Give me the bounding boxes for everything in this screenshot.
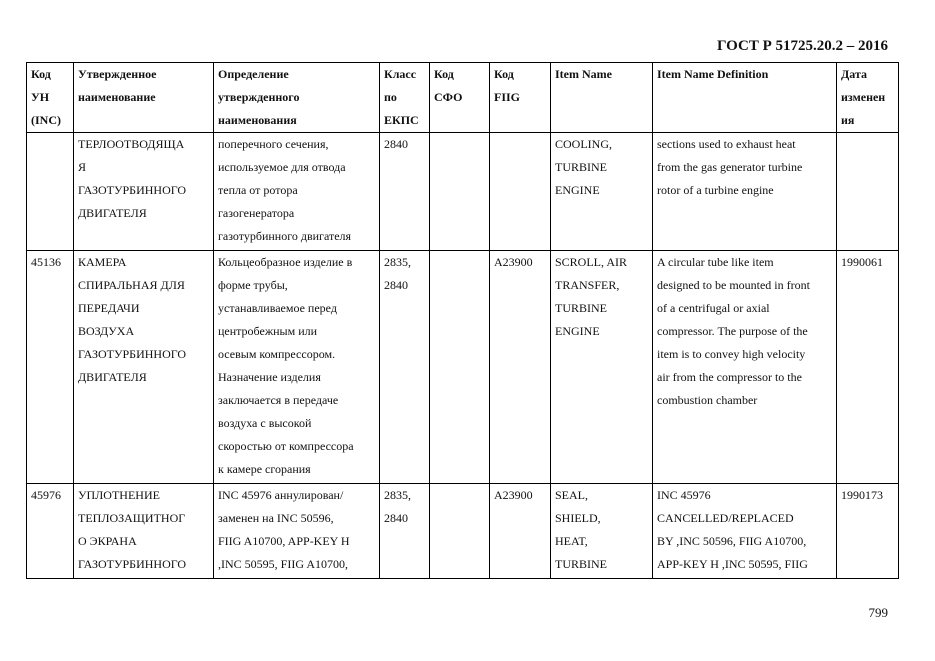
cell-text-line: sections used to exhaust heat (657, 137, 796, 151)
column-header-sfo-code (430, 63, 490, 133)
cell-inc-code (27, 484, 74, 579)
cell-inc-code (27, 133, 74, 251)
cell-text-line: COOLING, (555, 137, 612, 151)
cell-text-line: A circular tube like item (657, 255, 774, 269)
cell-text-line: CANCELLED/REPLACED (657, 511, 794, 525)
cell-text-line: A23900 (494, 488, 533, 502)
column-header-line: СФО (434, 90, 463, 104)
cell-text-line: FIIG A10700, APP-KEY H (218, 534, 350, 548)
cell-text-line: ГАЗОТУРБИННОГО (78, 347, 187, 361)
cell-text-line: from the gas generator turbine (657, 160, 803, 174)
cell-sfo-code (430, 484, 490, 579)
cell-text-line: КАМЕРА (78, 255, 127, 269)
document-header: ГОСТ Р 51725.20.2 – 2016 (716, 38, 888, 54)
cell-text-line: осевым компрессором. (218, 347, 336, 361)
cell-text-line: газогенератора (218, 206, 295, 220)
cell-text-line: compressor. The purpose of the (657, 324, 808, 338)
column-header-line: Определение (218, 67, 289, 81)
cell-item-name-definition (653, 251, 837, 484)
cell-name-definition (214, 251, 380, 484)
cell-text-line: 1990173 (841, 488, 883, 502)
cell-text-line: центробежным или (218, 324, 318, 338)
cell-text-line: поперечного сечения, (218, 137, 329, 151)
cell-text-line: 2835, (384, 488, 411, 502)
cell-text-line: УПЛОТНЕНИЕ (78, 488, 160, 502)
cell-item-name-definition (653, 133, 837, 251)
cell-text-line: скоростью от компрессора (218, 439, 354, 453)
cell-text-line: ТЕПЛОЗАЩИТНОГ (78, 511, 186, 525)
cell-text-line: of a centrifugal or axial (657, 301, 770, 315)
cell-text-line: ГАЗОТУРБИННОГО (78, 557, 187, 571)
cell-name-definition (214, 484, 380, 579)
cell-text-line: A23900 (494, 255, 533, 269)
cell-text-line: ВОЗДУХА (78, 324, 135, 338)
cell-approved-name (74, 484, 214, 579)
column-header-approved-name (74, 63, 214, 133)
cell-change-date (837, 133, 899, 251)
cell-text-line: ENGINE (555, 183, 600, 197)
cell-fiig-code (490, 251, 551, 484)
cell-text-line: ПЕРЕДАЧИ (78, 301, 140, 315)
cell-text-line: item is to convey high velocity (657, 347, 806, 361)
cell-fiig-code (490, 133, 551, 251)
cell-text-line: combustion chamber (657, 393, 758, 407)
cell-text-line: INC 45976 аннулирован/ (218, 488, 344, 502)
cell-text-line: ENGINE (555, 324, 600, 338)
cell-text-line: 2835, (384, 255, 411, 269)
table-row (27, 251, 899, 484)
cell-text-line: используемое для отвода (218, 160, 346, 174)
page-number: 799 (868, 605, 888, 620)
column-header-line: Код (31, 67, 51, 81)
cell-text-line: Я (78, 160, 87, 174)
column-header-line: утвержденного (218, 90, 300, 104)
cell-fiig-code (490, 484, 551, 579)
column-header-line: УН (31, 90, 50, 104)
cell-text-line: 2840 (384, 278, 408, 292)
cell-approved-name (74, 133, 214, 251)
column-header-line: наименование (78, 90, 156, 104)
cell-text-line: О ЭКРАНА (78, 534, 137, 548)
catalog-table (26, 62, 899, 579)
cell-sfo-code (430, 251, 490, 484)
cell-change-date (837, 484, 899, 579)
cell-name-definition (214, 133, 380, 251)
cell-text-line: Назначение изделия (218, 370, 321, 384)
cell-text-line: TRANSFER, (555, 278, 620, 292)
column-header-change-date (837, 63, 899, 133)
column-header-inc-code (27, 63, 74, 133)
column-header-line: (INC) (31, 113, 61, 127)
cell-text-line: rotor of a turbine engine (657, 183, 774, 197)
cell-text-line: 1990061 (841, 255, 883, 269)
cell-text-line: BY ,INC 50596, FIIG A10700, (657, 534, 807, 548)
column-header-fiig-code (490, 63, 551, 133)
cell-text-line: SHIELD, (555, 511, 601, 525)
cell-item-name (551, 484, 653, 579)
cell-text-line: Кольцеобразное изделие в (218, 255, 353, 269)
cell-text-line: TURBINE (555, 160, 607, 174)
cell-text-line: 2840 (384, 137, 408, 151)
cell-text-line: ,INC 50595, FIIG A10700, (218, 557, 349, 571)
cell-text-line: INC 45976 (657, 488, 711, 502)
cell-text-line: air from the compressor to the (657, 370, 802, 384)
column-header-line: наименования (218, 113, 297, 127)
cell-text-line: 45136 (31, 255, 61, 269)
column-header-line: Item Name Definition (657, 67, 769, 81)
cell-text-line: 2840 (384, 511, 408, 525)
cell-inc-code (27, 251, 74, 484)
cell-item-name (551, 133, 653, 251)
cell-text-line: ДВИГАТЕЛЯ (78, 206, 147, 220)
column-header-line: Класс (384, 67, 417, 81)
cell-text-line: СПИРАЛЬНАЯ ДЛЯ (78, 278, 185, 292)
column-header-item-name (551, 63, 653, 133)
cell-text-line: ТЕРЛООТВОДЯЩА (78, 137, 185, 151)
cell-text-line: устанавливаемое перед (218, 301, 337, 315)
cell-text-line: TURBINE (555, 301, 607, 315)
cell-text-line: к камере сгорания (218, 462, 311, 476)
cell-text-line: SCROLL, AIR (555, 255, 628, 269)
cell-text-line: HEAT, (555, 534, 588, 548)
table-row (27, 133, 899, 251)
column-header-line: Дата (841, 67, 867, 81)
cell-text-line: газотурбинного двигателя (218, 229, 352, 243)
column-header-name-definition (214, 63, 380, 133)
cell-text-line: SEAL, (555, 488, 588, 502)
column-header-line: ЕКПС (384, 113, 419, 127)
cell-text-line: designed to be mounted in front (657, 278, 810, 292)
cell-text-line: тепла от ротора (218, 183, 298, 197)
column-header-line: изменен (841, 90, 886, 104)
column-header-line: по (384, 90, 397, 104)
cell-text-line: APP-KEY H ,INC 50595, FIIG (657, 557, 808, 571)
cell-ekps-class (380, 251, 430, 484)
column-header-line: Item Name (555, 67, 612, 81)
cell-ekps-class (380, 484, 430, 579)
cell-sfo-code (430, 133, 490, 251)
column-header-ekps-class (380, 63, 430, 133)
cell-item-name (551, 251, 653, 484)
table-header-row (27, 63, 899, 133)
cell-text-line: 45976 (31, 488, 61, 502)
cell-ekps-class (380, 133, 430, 251)
cell-item-name-definition (653, 484, 837, 579)
table-body (27, 133, 899, 579)
cell-text-line: ГАЗОТУРБИННОГО (78, 183, 187, 197)
column-header-line: Код (434, 67, 454, 81)
cell-text-line: заменен на INC 50596, (218, 511, 334, 525)
cell-text-line: TURBINE (555, 557, 607, 571)
table-row (27, 484, 899, 579)
cell-change-date (837, 251, 899, 484)
column-header-line: Утвержденное (78, 67, 157, 81)
column-header-line: Код (494, 67, 514, 81)
column-header-item-name-definition (653, 63, 837, 133)
cell-text-line: форме трубы, (218, 278, 288, 292)
column-header-line: FIIG (494, 90, 521, 104)
cell-approved-name (74, 251, 214, 484)
cell-text-line: заключается в передаче (218, 393, 339, 407)
cell-text-line: воздуха с высокой (218, 416, 312, 430)
cell-text-line: ДВИГАТЕЛЯ (78, 370, 147, 384)
column-header-line: ия (841, 113, 855, 127)
